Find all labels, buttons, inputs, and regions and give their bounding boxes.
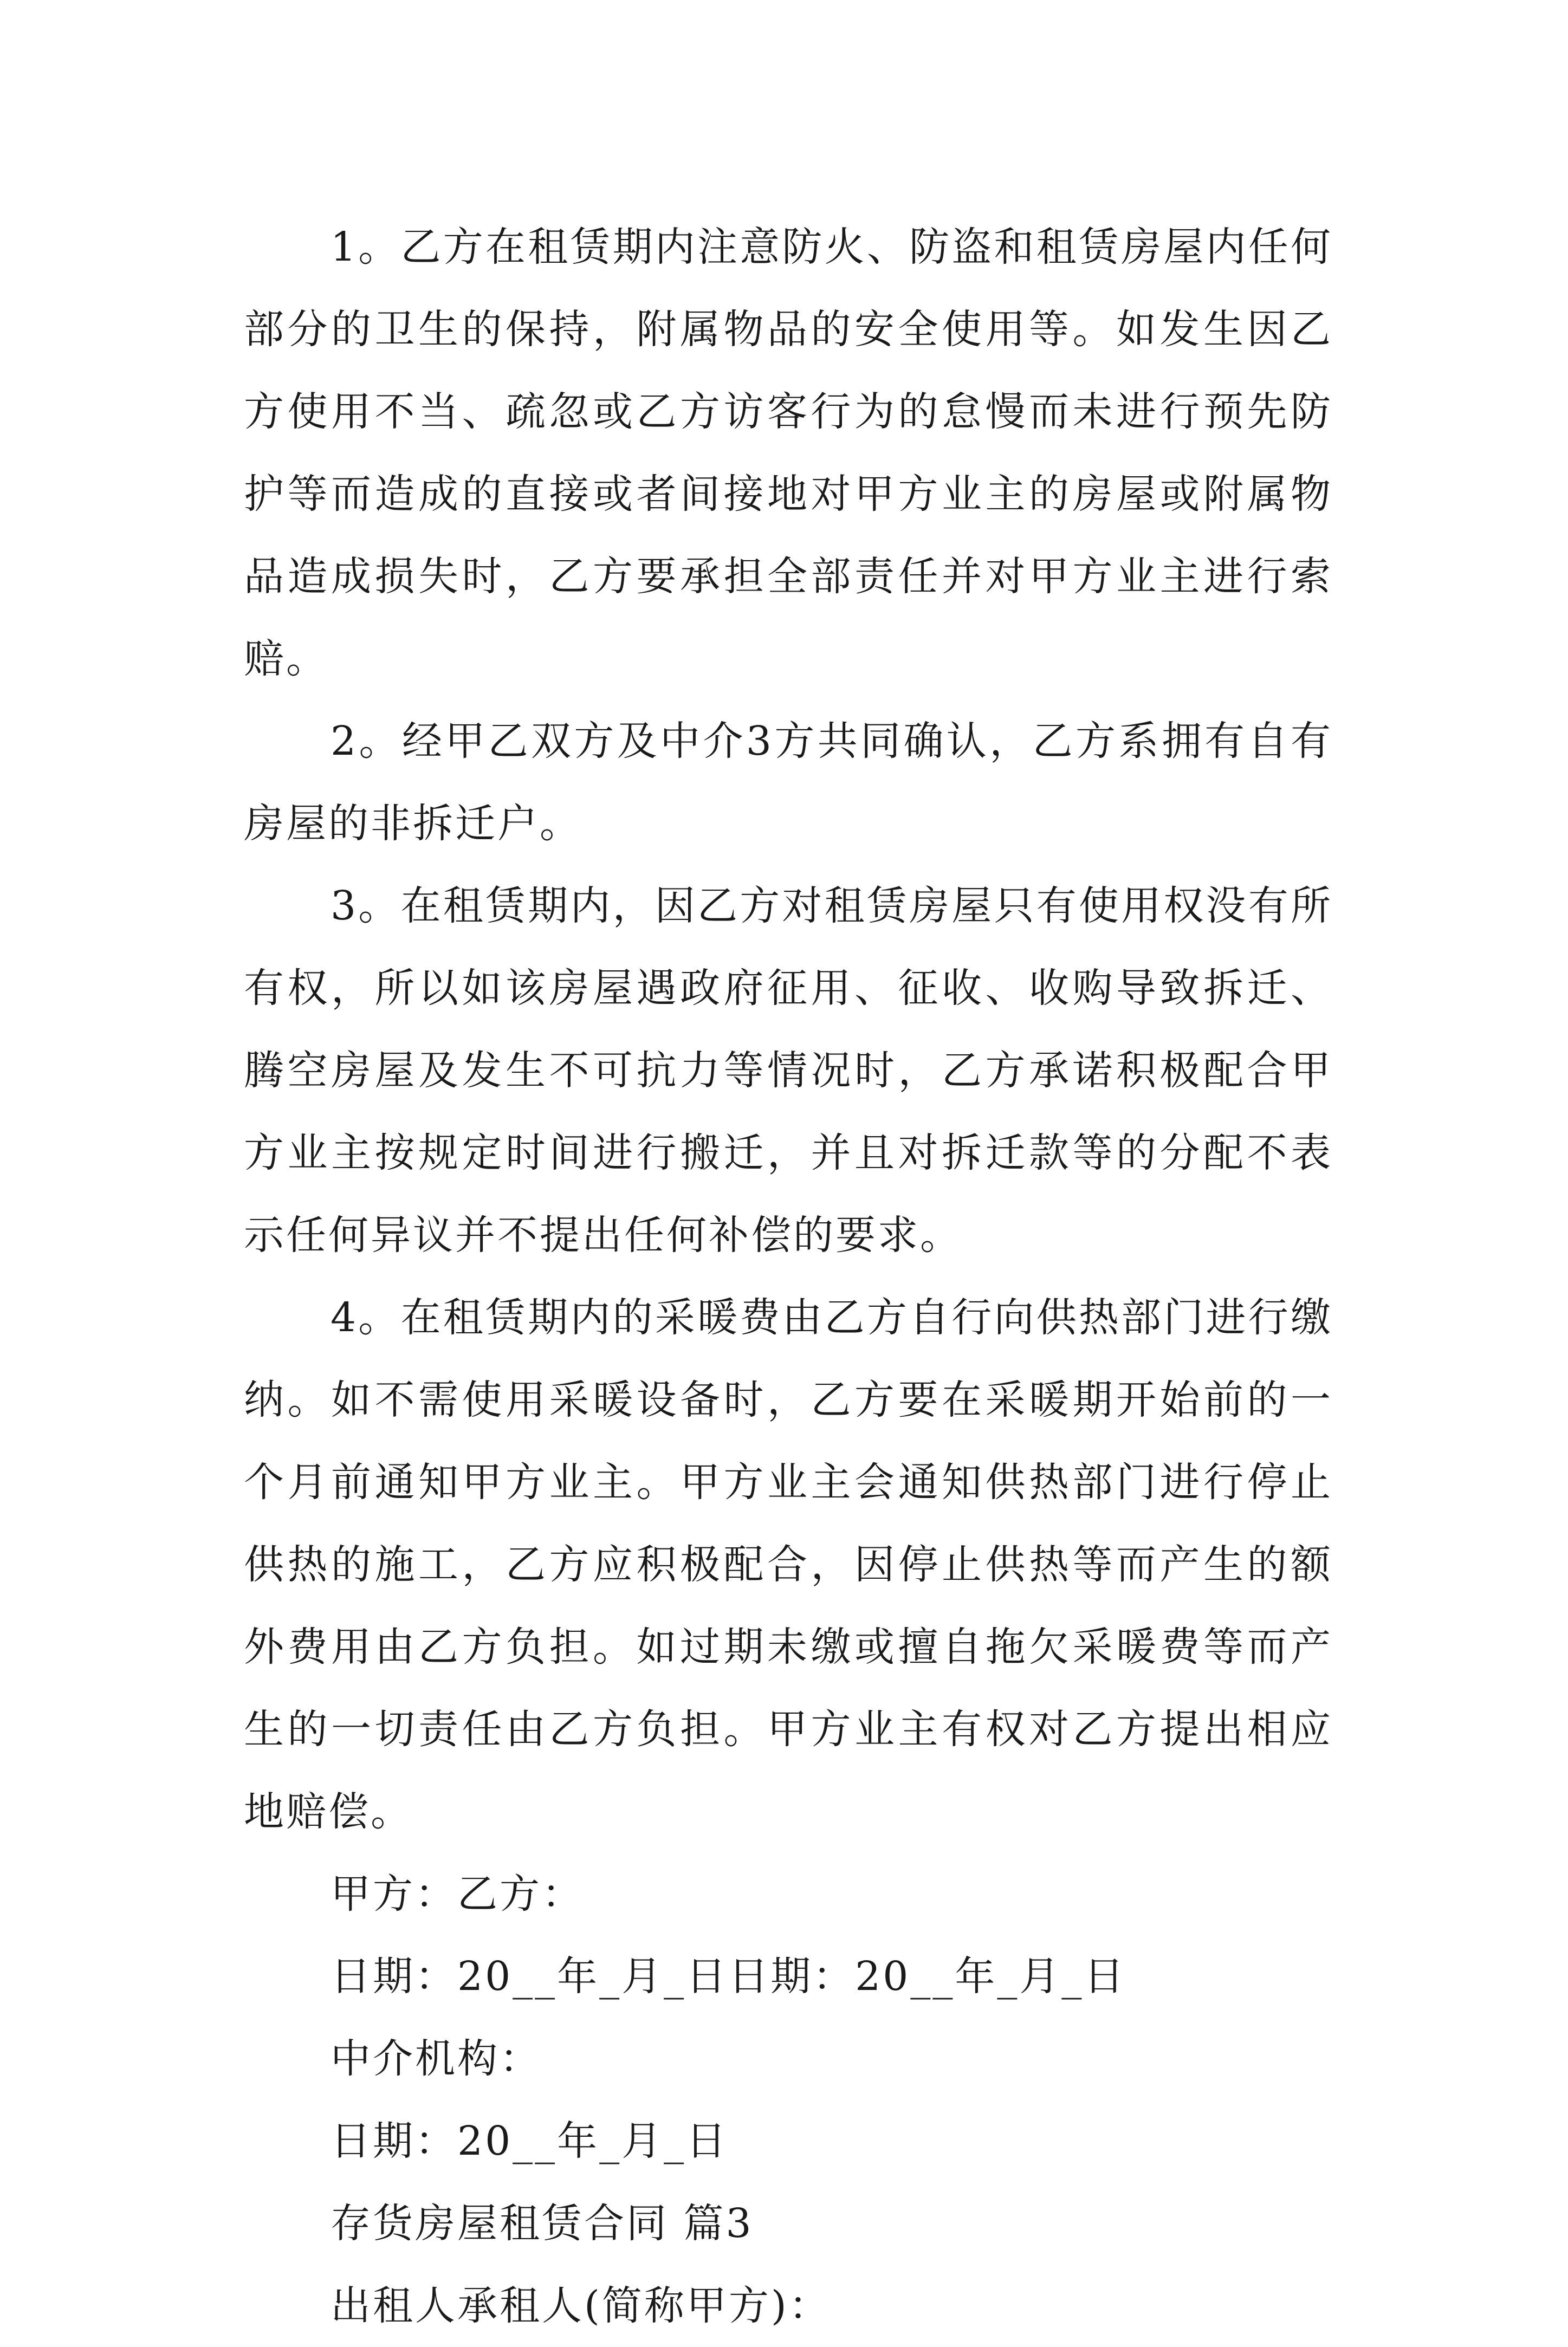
agency-date: 日期：20__年_月_日 — [331, 2118, 729, 2164]
clause-4: 4。在租赁期内的采暖费由乙方自行向供热部门进行缴纳。如不需使用采暖设备时，乙方要在采暖期开始前的一个月前通知甲方业主。甲方业主会通知供热部门进行停止供热的施工，乙方应积极配合，因停止供热等而产生的额外费用由乙方负担。如过期未缴或擅自拖欠采暖费等而产生的一切责任由乙方负担。甲方业主有权对乙方提出相应地赔偿。 — [244, 1294, 1333, 1835]
party-signatures: 甲方：乙方： — [331, 1871, 584, 1917]
clause-2: 2。经甲乙双方及中介3方共同确认，乙方系拥有自有房屋的非拆迁户。 — [244, 718, 1333, 847]
clause-3: 3。在租赁期内，因乙方对租赁房屋只有使用权没有所有权，所以如该房屋遇政府征用、征收、收购导致拆迁、腾空房屋及发生不可抗力等情况时，乙方承诺积极配合甲方业主按规定时间进行搬迁，并且对拆迁款等的分配不表示任何异议并不提出任何补偿的要求。 — [244, 883, 1333, 1259]
agency-label: 中介机构： — [331, 2035, 542, 2082]
party-dates: 日期：20__年_月_日日期：20__年_月_日 — [331, 1953, 1126, 2000]
clause-1: 1。乙方在租赁期内注意防火、防盗和租赁房屋内任何部分的卫生的保持，附属物品的安全使用等。如发生因乙方使用不当、疏忽或乙方访客行为的怠慢而未进行预先防护等而造成的直接或者间接地对甲方业主的房屋或附属物品造成损失时，乙方要承担全部责任并对甲方业主进行索赔。 — [244, 224, 1333, 682]
document-page — [244, 206, 1333, 2347]
section-heading: 存货房屋租赁合同 篇3 — [331, 2200, 754, 2247]
lessor-lessee-label: 出租人承租人(简称甲方)： — [331, 2283, 831, 2329]
